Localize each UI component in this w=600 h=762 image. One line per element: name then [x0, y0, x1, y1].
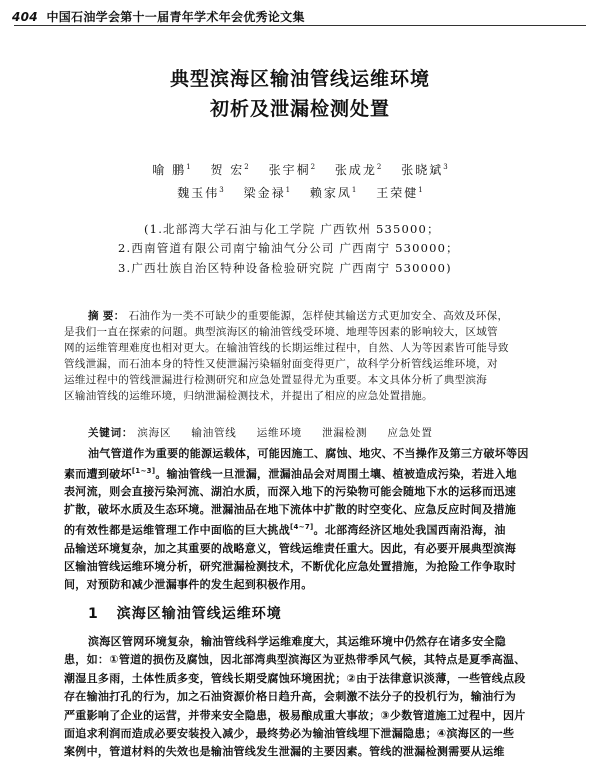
body-line: 品输送环境复杂，加之其重要的战略意义，管线运维责任重大。因此，有必要开展典型滨海 [64, 541, 516, 555]
author: 张晓斌$^3$ [401, 163, 448, 177]
body-line: 扩散，破坏水质及生态环境。泄漏油品在地下流体中扩散的时空变化、应急反应时间及措施 [64, 503, 516, 517]
body-line: 的有效性都是运维管理工作中面临的巨大挑战[4~7]。北部湾经济区地处我国西南沿海，油 [64, 523, 506, 537]
citation: [4~7] [290, 523, 314, 532]
author: 张宇桐$^2$ [268, 163, 316, 177]
keyword: 应急处置 [387, 427, 433, 439]
body-line: 油气管道作为重要的能源运载体，可能因施工、腐蚀、地灾、不当操作及第三方破坏等因 [88, 447, 529, 460]
keyword: 泄漏检测 [322, 427, 368, 439]
keyword: 输油管线 [191, 427, 237, 439]
body-line: 面追求利润而造成必要安装投入减少，最终势必为输油管线埋下泄漏隐患；④滨海区的一些 [64, 727, 515, 741]
intro-paragraph [64, 445, 534, 594]
abstract-line: 管线泄漏，而石油本身的特性又使泄漏污染辐射面变得更广，故科学分析管线运维环境，对 [64, 357, 498, 370]
body-line: 滨海区管网环境复杂，输油管线科学运维难度大，其运维环境中仍然存在诸多安全隐 [88, 635, 507, 648]
keywords-label: 关键词： [88, 427, 134, 439]
body-line: 严重影响了企业的运营，并带来安全隐患，极易酿成重大事故；③少数管道施工过程中，因片 [64, 708, 526, 722]
body-line: 表河流，则会直接污染河流、湖泊水质，而深入地下的污染物可能会随地下水的运移而迅速 [64, 485, 516, 499]
author: 赖家凤$^1$ [309, 186, 357, 200]
author: 王荣健$^1$ [376, 186, 423, 200]
affiliation: 3.广西壮族自治区特种设备检验研究院 广西南宁 530000) [118, 261, 452, 275]
author-line-1 [0, 161, 600, 178]
author: 张成龙$^2$ [334, 163, 382, 177]
body-line: 患，如：①管道的损伤及腐蚀，因北部湾典型滨海区为亚热带季风气候，其特点是夏季高温、 [64, 653, 526, 667]
abstract-line: 区输油管线的运维环境，归纳泄漏检测技术，并提出了相应的应急处置措施。 [64, 389, 433, 402]
journal-title: 中国石油学会第十一届青年学术年会优秀论文集 [46, 10, 305, 24]
keyword: 运维环境 [256, 427, 302, 439]
abstract-label: 摘 要： [88, 310, 125, 322]
abstract [64, 309, 530, 404]
paper-title-line1: 典型滨海区输油管线运维环境 [169, 68, 430, 90]
body-line: 案例中，管道材料的失效也是输油管线发生泄漏的主要因素。管线的泄漏检测需要从运维 [64, 745, 505, 759]
page-number: 404 [12, 10, 38, 24]
author: 贺 宏$^2$ [210, 163, 249, 177]
author: 魏玉伟$^3$ [177, 186, 224, 200]
section-paragraph [64, 633, 534, 762]
abstract-line: 网的运维管理难度也相对更大。在输油管线的长期运维过程中，自然、人为等因素皆可能导致 [64, 341, 509, 354]
section-number: 1 [88, 606, 99, 622]
abstract-line: 摘 要： 石油作为一类不可缺少的重要能源，怎样使其输送方式更加安全、高效及环保， [88, 310, 509, 322]
author-line-2 [0, 184, 600, 201]
keywords [88, 425, 449, 440]
running-header [12, 8, 305, 25]
abstract-line: 运维过程中的管线泄漏进行检测研究和应急处置显得尤为重要。本文具体分析了典型滨海 [64, 373, 488, 386]
abstract-line: 是我们一直在探索的问题。典型滨海区的输油管线受环境、地理等因素的影响较大，区域管 [64, 325, 498, 338]
author: 梁金禄$^1$ [243, 186, 291, 200]
affiliation: (1.北部湾大学石油与化工学院 广西钦州 535000； [144, 222, 440, 236]
header-rule [14, 25, 586, 26]
citation: [1~3] [131, 466, 156, 475]
author: 喻 鹏$^1$ [152, 163, 191, 177]
section-heading [88, 603, 282, 623]
section-title: 滨海区输油管线运维环境 [116, 606, 282, 622]
body-line: 区输油管线运维环境分析，研究泄漏检测技术，不断优化应急处置措施，为抢险工作争取时 [64, 559, 516, 573]
body-line: 间，对预防和减少泄漏事件的发生起到积极作用。 [64, 577, 313, 591]
keyword: 滨海区 [137, 427, 172, 439]
affiliation: 2.西南管道有限公司南宁输油气分公司 广西南宁 530000； [118, 241, 459, 255]
body-line: 素而遭到破坏[1~3]。输油管线一旦泄漏，泄漏油品会对周围土壤、植被造成污染，若进入地 [64, 466, 517, 481]
body-line: 潮湿且多雨，土体性质多变，管线长期受腐蚀环境困扰；②由于法律意识淡薄，一些管线点段 [64, 671, 526, 685]
paper-title-line2: 初析及泄漏检测处置 [209, 98, 390, 120]
body-line: 存在输油打孔的行为，加之石油资源价格日趋升高，会刺激不法分子的投机行为，输油行为 [64, 690, 516, 704]
